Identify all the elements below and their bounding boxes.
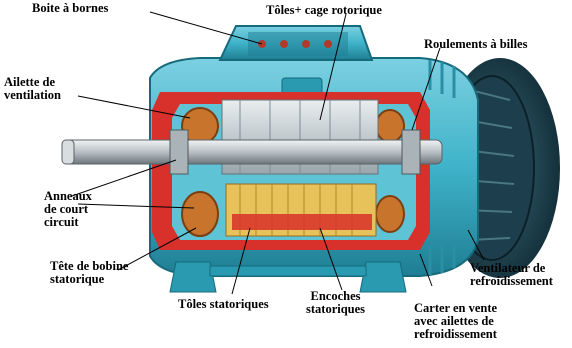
- label-ailette-line1: Ailette de: [4, 75, 56, 89]
- label-anneaux-line2: de court: [44, 202, 89, 216]
- label-encoches-line2: statoriques: [306, 302, 366, 316]
- label-encoches-statoriques: [306, 290, 365, 316]
- label-ventilateur-line2: refroidissement: [470, 274, 553, 288]
- label-tete-line1: Tête de bobine: [50, 259, 129, 273]
- label-ailette-line2: ventilation: [4, 88, 61, 102]
- label-boite-a-bornes: Boite à bornes: [32, 1, 109, 15]
- label-tete-line2: statorique: [50, 272, 105, 286]
- label-anneaux-de-court-circuit: [44, 190, 92, 229]
- label-encoches-line1: Encoches: [310, 289, 361, 303]
- label-ailette-de-ventilation: [4, 76, 61, 102]
- label-toles-cage-rotorique: Tôles+ cage rotorique: [266, 3, 382, 17]
- label-carter-line2: avec ailettes de: [414, 314, 494, 328]
- label-tete-de-bobine-statorique: [50, 260, 128, 286]
- label-anneaux-line1: Anneaux: [44, 189, 92, 203]
- label-carter-line1: Carter en vente: [414, 301, 498, 315]
- label-roulements-a-billes: Roulements à billes: [424, 37, 528, 51]
- label-anneaux-line3: circuit: [44, 215, 79, 229]
- stator-laminations: [226, 184, 376, 236]
- shaft: [62, 140, 442, 164]
- label-ventilateur-line1: Ventilateur de: [470, 261, 546, 275]
- label-ventilateur-de-refroidissement: [470, 262, 553, 288]
- label-carter-en-vente: [414, 302, 497, 341]
- label-carter-line3: refroidissement: [414, 327, 497, 341]
- label-toles-statoriques: Tôles statoriques: [178, 297, 269, 311]
- terminal-box: [220, 26, 372, 60]
